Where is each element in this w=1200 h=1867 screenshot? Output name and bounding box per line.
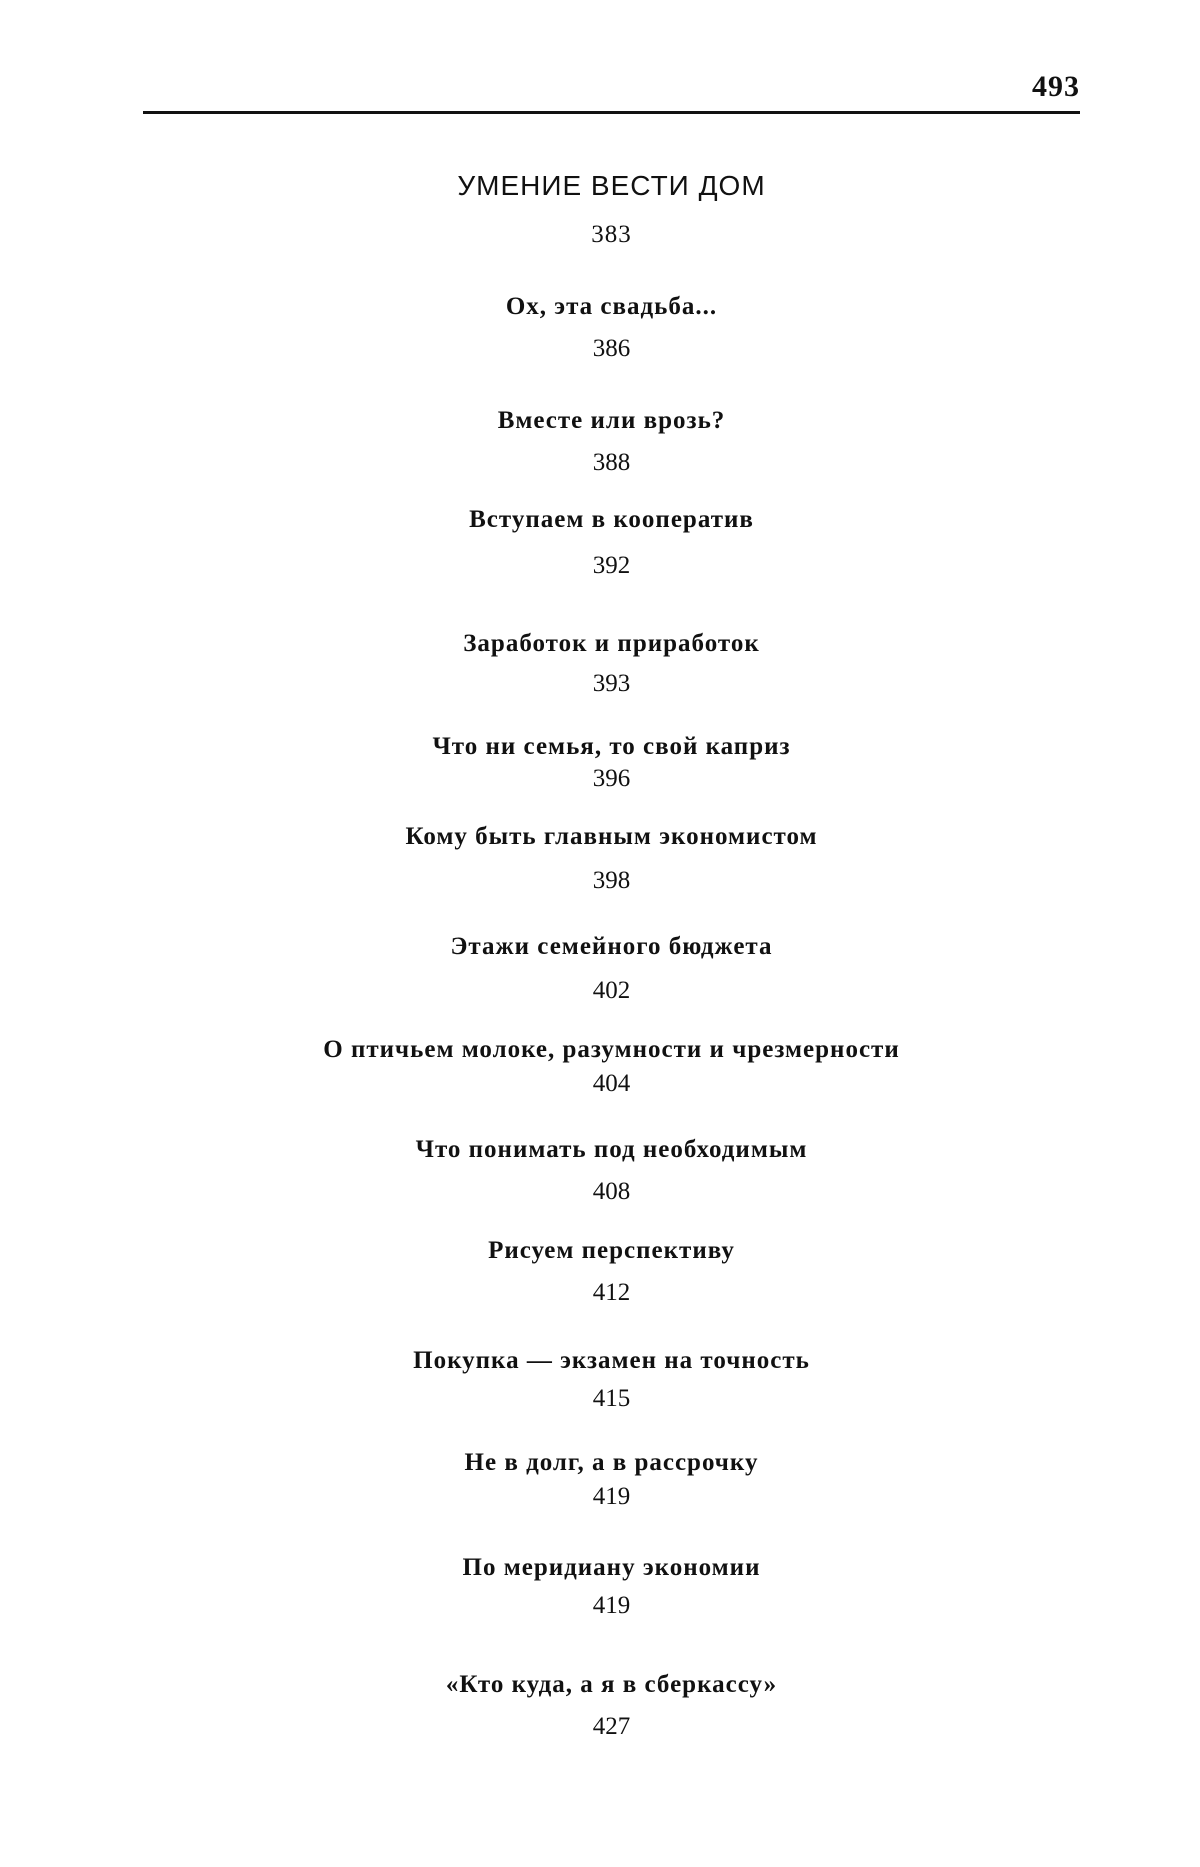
section-title <box>143 170 1080 250</box>
toc-entry-title: «Кто куда, а я в сберкассу» <box>445 1671 778 1698</box>
toc-entry <box>143 932 1080 1006</box>
page-number: 493 <box>1032 70 1080 103</box>
toc-entry-page: 398 <box>592 867 631 894</box>
toc-entry-title: Кому быть главным экономистом <box>405 823 818 850</box>
toc-entry-title: Этажи семейного бюджета <box>450 933 773 960</box>
toc-entry-page: 386 <box>592 335 631 362</box>
toc-entry <box>143 406 1080 478</box>
toc-entry <box>143 1346 1080 1414</box>
toc-entry-title: По меридиану экономии <box>462 1554 761 1581</box>
toc-entry-page: 419 <box>592 1483 631 1510</box>
toc-entry-title: Что понимать под необходимым <box>415 1136 808 1163</box>
toc-entry-page: 402 <box>592 977 631 1004</box>
toc-entry-title: Не в долг, а в рассрочку <box>464 1449 759 1476</box>
header-rule <box>143 111 1080 114</box>
section-title-text: УМЕНИЕ ВЕСТИ ДОМ <box>457 170 766 201</box>
toc-entry <box>143 1236 1080 1308</box>
toc-entry-page: 408 <box>592 1178 631 1205</box>
toc-entry-page: 388 <box>592 449 631 476</box>
toc-entry-page: 392 <box>592 552 631 579</box>
toc-entry <box>143 1670 1080 1742</box>
toc-entry <box>143 822 1080 896</box>
toc-entry <box>143 732 1080 794</box>
toc-entry <box>143 1448 1080 1512</box>
toc-entry-page: 427 <box>592 1713 631 1740</box>
toc-entry-page: 404 <box>592 1070 631 1097</box>
toc-entry-title: Заработок и приработок <box>463 630 760 657</box>
toc-entry-title: Ох, эта свадьба... <box>505 293 718 320</box>
toc-entry-page: 393 <box>592 670 631 697</box>
toc-entry-title: Что ни семья, то свой каприз <box>432 733 791 760</box>
toc-entry <box>143 505 1080 581</box>
toc-entry-title: Вступаем в кооператив <box>469 506 754 533</box>
toc-entry <box>143 292 1080 364</box>
section-page-number: 383 <box>591 221 632 248</box>
toc-entry <box>143 1035 1080 1099</box>
toc-entry-title: Покупка — экзамен на точность <box>413 1347 810 1374</box>
toc-entry-page: 396 <box>592 765 631 792</box>
toc-entry <box>143 629 1080 699</box>
toc-entry-page: 415 <box>592 1385 631 1412</box>
toc-entry-title: Вместе или врозь? <box>497 407 726 434</box>
toc-entry <box>143 1553 1080 1621</box>
toc-entry-title: О птичьем молоке, разумности и чрезмерности <box>323 1036 900 1063</box>
toc-entry-page: 412 <box>592 1279 631 1306</box>
toc-entry <box>143 1135 1080 1207</box>
toc-entry-title: Рисуем перспективу <box>488 1237 735 1264</box>
toc-entry-page: 419 <box>592 1592 631 1619</box>
